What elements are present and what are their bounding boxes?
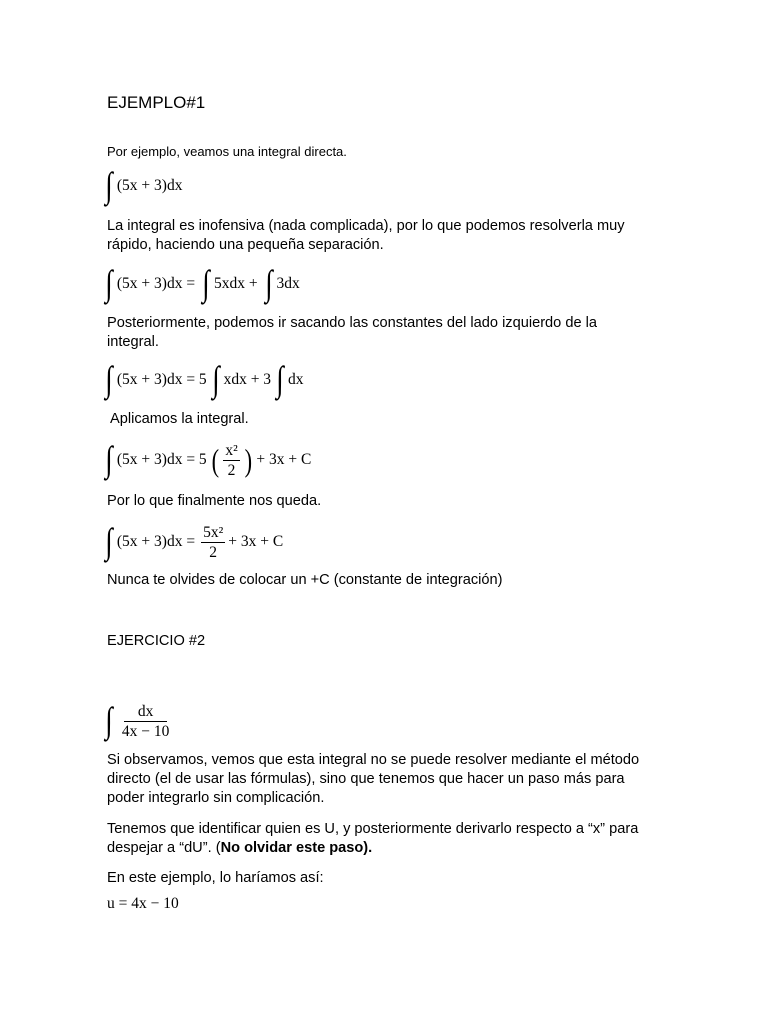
integral-sign: ∫ — [105, 359, 113, 399]
paragraph-6-line-1: Si observamos, vemos que esta integral no se puede resolver mediante el método — [107, 752, 640, 768]
paragraph-4: Por lo que finalmente nos queda. — [107, 493, 322, 509]
fraction-denominator: 2 — [227, 461, 236, 479]
fraction-denominator: 2 — [209, 543, 218, 561]
equation-5-lhs: (5x + 3)dx = — [116, 533, 196, 550]
fraction-denominator: 4x − 10 — [121, 722, 170, 740]
integral-sign: ∫ — [105, 165, 113, 205]
integral-sign: ∫ — [276, 359, 284, 399]
integral-sign: ∫ — [105, 700, 113, 740]
paragraph-8: En este ejemplo, lo haríamos así: — [107, 870, 324, 886]
equation-4-rhs: + 3x + C — [256, 451, 312, 468]
equation-3-lhs: (5x + 3)dx = 5 — [116, 371, 207, 388]
fraction — [120, 703, 172, 740]
paragraph-5: Nunca te olvides de colocar un +C (constante de integración) — [107, 572, 503, 588]
paragraph-7-text: despejar a “dU”. ( — [107, 840, 221, 856]
heading-ejercicio-2: EJERCICIO #2 — [107, 633, 206, 649]
paragraph-2-line-2: integral. — [107, 334, 159, 350]
equation-7 — [107, 884, 187, 924]
equation-3-mid: xdx + 3 — [223, 371, 272, 388]
heading-ejemplo-1: EJEMPLO#1 — [107, 93, 206, 112]
paragraph-3: Aplicamos la integral. — [110, 411, 249, 427]
paragraph-7-line-1: Tenemos que identificar quien es U, y posteriormente derivarlo respecto a “x” para — [107, 821, 639, 837]
equation-1 — [104, 164, 182, 208]
paragraph-1-line-1: La integral es inofensiva (nada complicada), por lo que podemos resolverla muy — [107, 218, 625, 234]
intro-text: Por ejemplo, veamos una integral directa. — [107, 144, 347, 159]
paragraph-6-line-3: poder integrarlo sin complicación. — [107, 790, 325, 806]
left-paren: ( — [211, 442, 219, 478]
equation-5 — [104, 518, 283, 566]
fraction — [223, 442, 239, 479]
paragraph-2-line-1: Posteriormente, podemos ir sacando las constantes del lado izquierdo de la — [107, 315, 597, 331]
equation-3-rhs: dx — [287, 371, 304, 388]
fraction-numerator: x² — [225, 441, 238, 459]
integral-sign: ∫ — [105, 439, 113, 479]
equation-2-lhs: (5x + 3)dx = — [116, 275, 196, 292]
integral-sign: ∫ — [105, 263, 113, 303]
equation-3 — [104, 358, 303, 402]
paragraph-1-line-2: rápido, haciendo una pequeña separación. — [107, 237, 384, 253]
integral-sign: ∫ — [105, 521, 113, 561]
fraction — [201, 524, 225, 561]
integral-sign: ∫ — [202, 263, 210, 303]
equation-1-body: (5x + 3)dx — [116, 177, 183, 194]
paragraph-6-line-2: directo (el de usar las fórmulas), sino que tenemos que hacer un paso más para — [107, 771, 625, 787]
right-paren: ) — [244, 442, 252, 478]
equation-4 — [104, 436, 311, 484]
equation-6 — [104, 697, 174, 745]
equation-2-rhs: 3dx — [276, 275, 300, 292]
fraction-numerator: dx — [124, 703, 168, 722]
equation-2 — [104, 262, 300, 306]
paragraph-7-bold: No olvidar este paso). — [220, 840, 373, 856]
fraction-numerator: 5x² — [203, 523, 224, 541]
equation-4-lhs: (5x + 3)dx = 5 — [116, 451, 207, 468]
paragraph-7-line-2 — [107, 839, 372, 858]
integral-sign: ∫ — [264, 263, 273, 303]
integral-sign: ∫ — [211, 359, 220, 399]
equation-5-rhs: + 3x + C — [228, 533, 284, 550]
equation-2-mid: 5xdx + — [213, 275, 258, 292]
equation-7-body: u = 4x − 10 — [107, 895, 179, 912]
